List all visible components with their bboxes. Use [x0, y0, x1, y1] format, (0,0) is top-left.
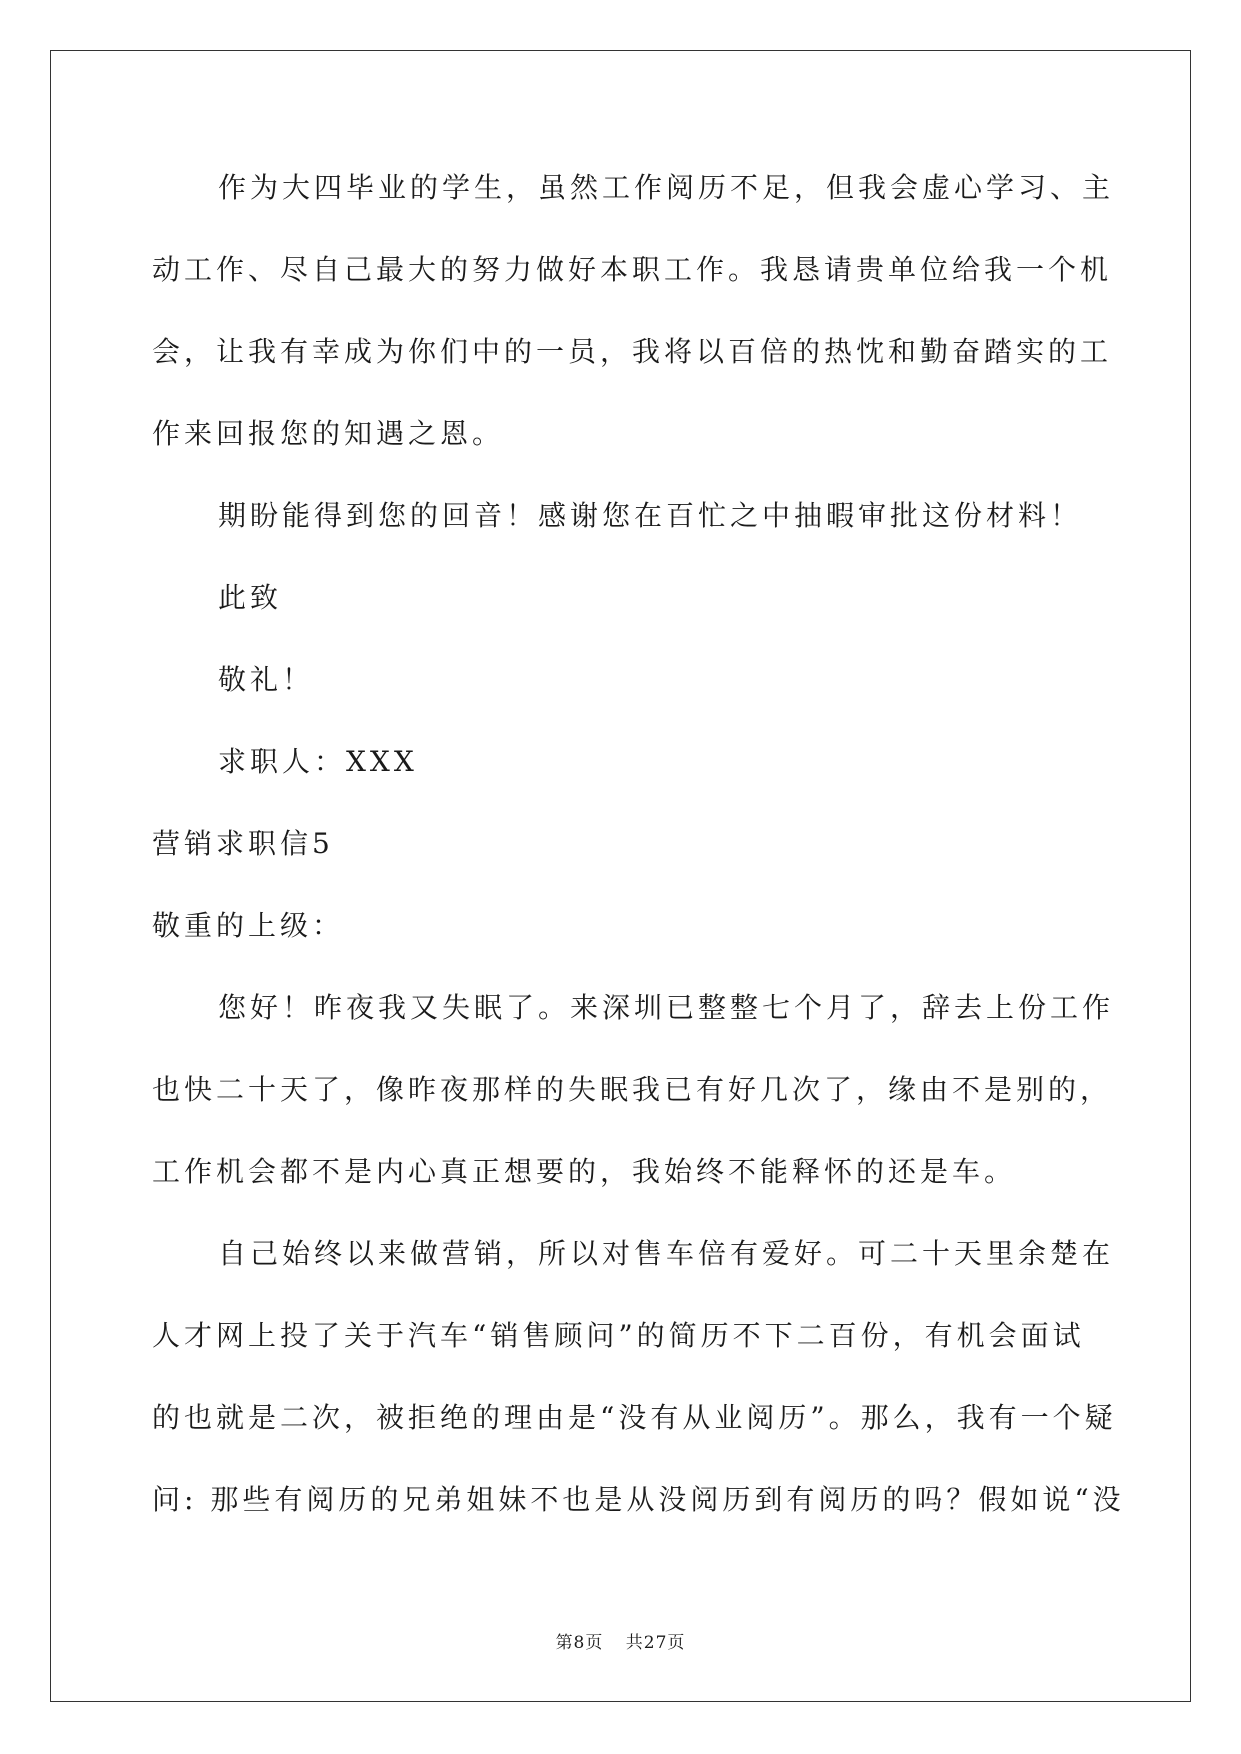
paragraph-line: 动工作、尽自己最大的努力做好本职工作。我恳请贵单位给我一个机 [152, 253, 1113, 286]
paragraph-line: 作为大四毕业的学生，虽然工作阅历不足，但我会虚心学习、主 [218, 171, 1115, 204]
signature-line: 求职人：XXX [218, 745, 418, 778]
paragraph-line: 人才网上投了关于汽车“销售顾问”的简历不下二百份，有机会面试 [152, 1319, 1085, 1352]
paragraph-line: 会，让我有幸成为你们中的一员，我将以百倍的热忱和勤奋踏实的工 [152, 335, 1113, 368]
paragraph-line: 也快二十天了，像昨夜那样的失眠我已有好几次了，缘由不是别的， [152, 1073, 1113, 1106]
section-title: 营销求职信5 [152, 827, 334, 860]
paragraph-line: 工作机会都不是内心真正想要的，我始终不能释怀的还是车。 [152, 1155, 1017, 1188]
paragraph-line: 您好！昨夜我又失眠了。来深圳已整整七个月了，辞去上份工作 [218, 991, 1115, 1024]
page-number: 第8页 [555, 1633, 604, 1653]
paragraph-line: 问: 那些有阅历的兄弟姐妹不也是从没阅历到有阅历的吗？假如说“没 [152, 1483, 1125, 1516]
paragraph-line: 的也就是二次，被拒绝的理由是“没有从业阅历”。那么，我有一个疑 [152, 1401, 1117, 1434]
salutation: 敬重的上级： [152, 909, 345, 942]
paragraph-line: 自己始终以来做营销，所以对售车倍有爱好。可二十天里余楚在 [218, 1237, 1115, 1270]
page-footer [0, 1628, 1241, 1653]
closing-line: 此致 [218, 581, 283, 614]
paragraph-line: 期盼能得到您的回音！感谢您在百忙之中抽暇审批这份材料！ [218, 499, 1083, 532]
closing-line: 敬礼！ [218, 663, 315, 696]
page-total: 共27页 [625, 1633, 686, 1653]
document-body [152, 165, 1125, 1559]
paragraph-line: 作来回报您的知遇之恩。 [152, 417, 505, 450]
